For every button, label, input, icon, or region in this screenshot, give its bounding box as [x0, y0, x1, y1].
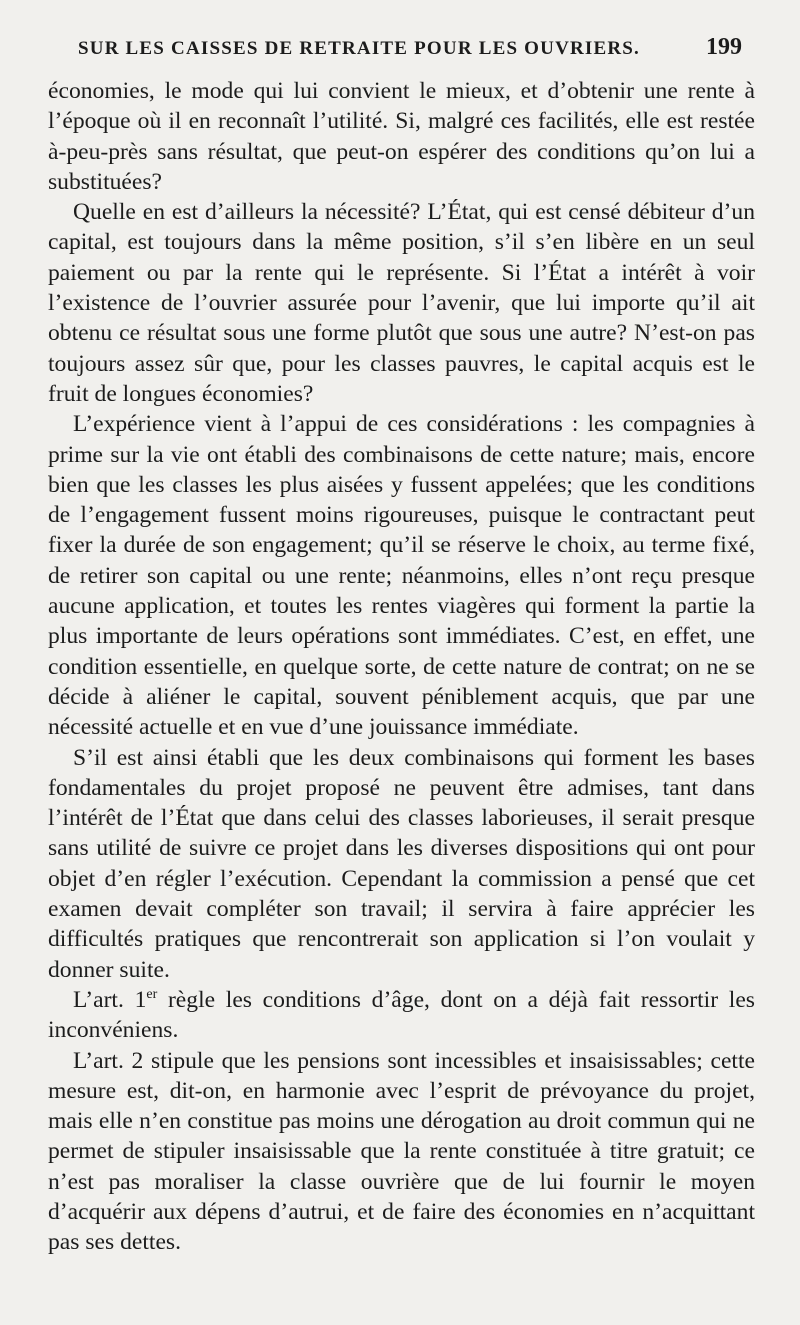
paragraph-article-2: L’art. 2 stipule que les pensions sont incessibles et insaisissables; cette mesure est, dit-on, en harmonie avec l’esprit de prévoyance du projet, mais elle n’en constitue pas moins une dérogation au droit commun qui ne permet de stipuler insaisissable que la rente constituée à titre gratuit; ce n’est pas moraliser la classe ouvrière que de lui fournir le moyen d’acquérir aux dépens d’autrui, et de faire des économies en n’acquittant pas ses dettes. — [48, 1047, 755, 1256]
page-number: 199 — [706, 34, 742, 60]
paragraph-article-1 — [48, 985, 755, 1046]
paragraph: Quelle en est d’ailleurs la nécessité? L’État, qui est censé débiteur d’un capital, est toujours dans la même position, s’il s’en libère en un seul paiement ou par la rente qui le représente. Si l’État a intérêt à voir l’existence de l’ouvrier assurée pour l’avenir, que lui importe qu’il ait obtenu ce résultat sous une forme plutôt que sous une autre? N’est-on pas toujours assez sûr que, pour les classes pauvres, le capital acquis est le fruit de longues économies? — [48, 199, 755, 407]
paragraph-continued: économies, le mode qui lui convient le mieux, et d’obtenir une rente à l’époque où il en reconnaît l’utilité. Si, malgré ces facilités, elle est restée à-peu-près sans résultat, que peut-on espérer des conditions qu’on lui a substituées? — [48, 78, 755, 195]
ordinal-superscript: er — [146, 986, 158, 1002]
running-head: SUR LES CAISSES DE RETRAITE POUR LES OUVRIERS. — [78, 38, 641, 59]
article-1-text: règle les conditions d’âge, dont on a déjà fait ressortir les inconvéniens. — [48, 986, 755, 1044]
paragraph: S’il est ainsi établi que les deux combinaisons qui forment les bases fondamentales du projet proposé ne peuvent être admises, tant dans l’intérêt de l’État que dans celui des classes laborieuses, il serait presque sans utilité de suivre ce projet dans les diverses dispositions qui ont pour objet d’en régler l’exécution. Cependant la commission a pensé que cet examen devait compléter son travail; il servira à faire apprécier les difficultés pratiques que rencontrerait son application si l’on voulait y donner suite. — [48, 744, 755, 983]
paragraph: L’expérience vient à l’appui de ces considérations : les compagnies à prime sur la vie ont établi des combinaisons de cette nature; mais, encore bien que les classes les plus aisées y fussent appelées; que les conditions de l’engagement fussent moins rigoureuses, puisque le contractant peut fixer la durée de son engagement; qu’il se réserve le choix, au terme fixé, de retirer son capital ou une rente; néanmoins, elles n’ont reçu presque aucune application, et toutes les rentes viagères qui forment la partie la plus importante de leurs opérations sont immédiates. C’est, en effet, une condition essentielle, en quelque sorte, de cette nature de contrat; on ne se décide à aliéner le capital, souvent péniblement acquis, que par une nécessité actuelle et en vue d’une jouissance immédiate. — [48, 411, 755, 741]
body-text — [48, 76, 755, 1258]
article-1-label: L’art. 1 — [73, 986, 147, 1013]
page-header — [78, 34, 742, 68]
